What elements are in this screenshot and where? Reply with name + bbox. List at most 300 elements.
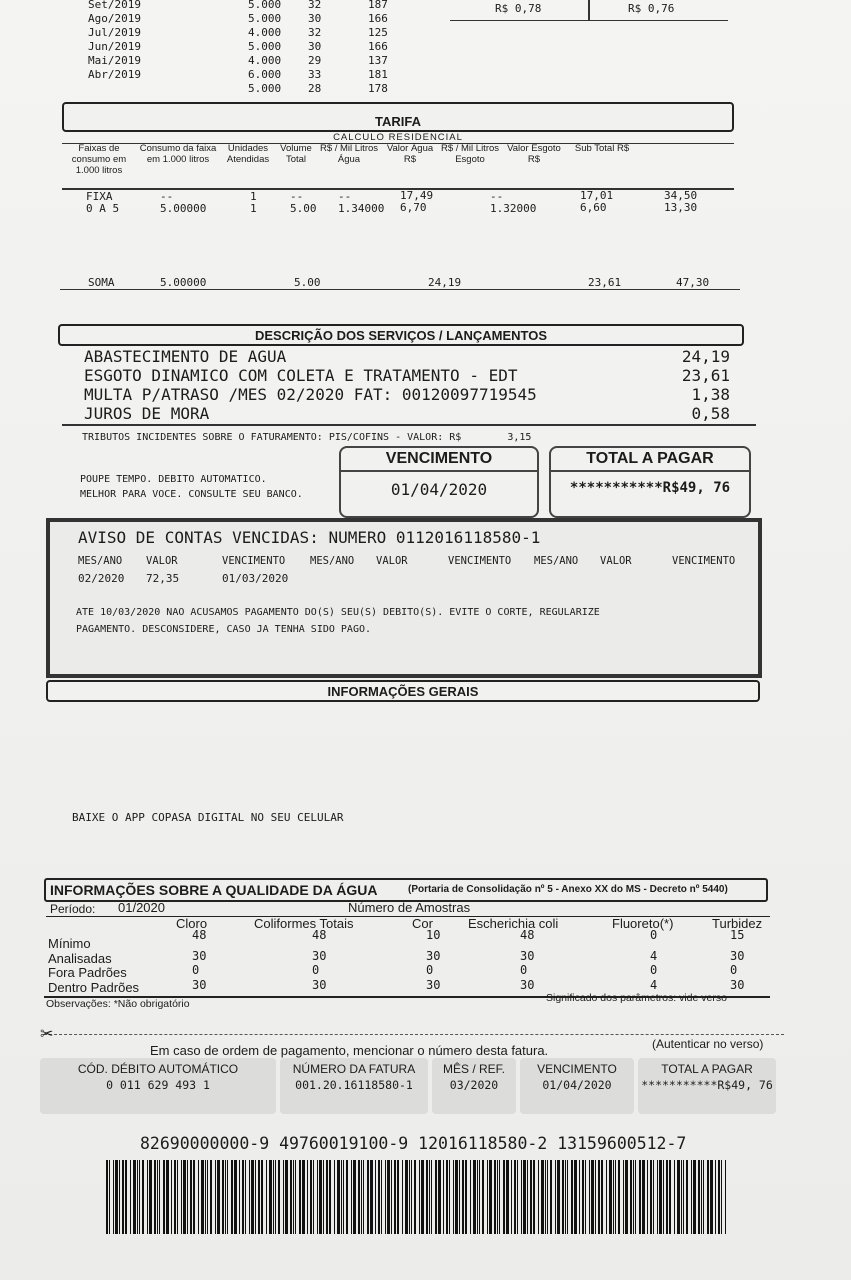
service-value: 23,61 — [681, 366, 730, 385]
barcode-bar — [363, 1160, 364, 1234]
service-label: ABASTECIMENTO DE AGUA — [84, 347, 287, 366]
barcode-bar — [715, 1160, 716, 1234]
barcode-bar — [234, 1160, 237, 1234]
barcode-bar — [387, 1160, 390, 1234]
barcode-bar — [397, 1160, 399, 1234]
barcode-bar — [579, 1160, 580, 1234]
water-quality-portaria: (Portaria de Consolidação nº 5 - Anexo XX do MS - Decreto nº 5440) — [408, 884, 728, 895]
barcode-bar — [106, 1160, 108, 1234]
quality-value: 0 — [520, 963, 528, 977]
barcode-bar — [171, 1160, 172, 1234]
quality-value: 15 — [730, 928, 745, 942]
history-row — [88, 12, 408, 26]
services-list — [84, 347, 730, 423]
tarifa-col-header: Valor Água R$ — [386, 143, 434, 165]
barcode-bar — [606, 1160, 607, 1234]
barcode-bar — [405, 1160, 408, 1234]
tarifa-soma-cell: 47,30 — [676, 276, 710, 289]
barcode-bar — [358, 1160, 360, 1234]
barcode-bar — [459, 1160, 460, 1234]
barcode-bar — [154, 1160, 156, 1234]
stub-field — [638, 1058, 776, 1114]
barcode-bar — [351, 1160, 352, 1234]
stub-field-value: 001.20.16118580-1 — [295, 1078, 413, 1092]
barcode-bar — [598, 1160, 600, 1234]
quality-value: 0 — [426, 963, 434, 977]
barcode-bar — [255, 1160, 256, 1234]
barcode-bar — [443, 1160, 444, 1234]
quality-row-label: Fora Padrões — [48, 965, 127, 980]
barcode-bar — [455, 1160, 458, 1234]
stub-fields — [40, 1058, 776, 1114]
quality-value: 30 — [730, 977, 745, 992]
barcode-bar — [615, 1160, 616, 1234]
history-value: 187 — [368, 0, 388, 11]
barcode-bar — [421, 1160, 424, 1234]
barcode-bar — [479, 1160, 480, 1234]
barcode-bar — [201, 1160, 204, 1234]
service-line — [84, 347, 730, 366]
barcode-bar — [113, 1160, 114, 1234]
barcode-bar — [681, 1160, 682, 1234]
barcode-bar — [266, 1160, 267, 1234]
barcode-bar — [409, 1160, 410, 1234]
stub-field-label: NÚMERO DA FATURA — [292, 1062, 416, 1076]
quality-params — [46, 916, 770, 932]
tarifa-title: TARIFA — [375, 114, 421, 129]
history-days: 30 — [308, 40, 322, 53]
quality-value: 30 — [426, 977, 441, 992]
barcode-bar — [487, 1160, 488, 1234]
history-month — [88, 82, 248, 96]
due-date-label: VENCIMENTO — [341, 448, 537, 472]
stub-field-value: 03/2020 — [449, 1078, 499, 1092]
barcode-bar — [378, 1160, 380, 1234]
barcode-bar — [470, 1160, 471, 1234]
tarifa-cell: FIXA — [86, 190, 113, 203]
overdue-col-header: MES/ANO — [534, 555, 579, 567]
barcode-bar — [326, 1160, 328, 1234]
water-quality-title: INFORMAÇÕES SOBRE A QUALIDADE DA ÁGUA — [50, 882, 378, 898]
debit-message — [80, 472, 303, 502]
barcode-bar — [565, 1160, 566, 1234]
tarifa-soma-cell: 5.00 — [294, 276, 321, 289]
quality-param: Cor — [412, 916, 433, 931]
barcode-bar — [227, 1160, 228, 1234]
tarifa-cell: 5.00 — [290, 202, 317, 215]
barcode-bar — [721, 1160, 722, 1234]
history-consumption: 4.000 — [248, 26, 282, 39]
barcode-bar — [367, 1160, 369, 1234]
history-days: 32 — [308, 26, 322, 39]
barcode-bar — [431, 1160, 432, 1234]
overdue-cell: 01/03/2020 — [222, 572, 289, 585]
rate-left: R$ 0,78 — [495, 2, 542, 15]
authenticate-note: (Autenticar no verso) — [652, 1037, 764, 1051]
stub-field-value: 0 011 629 493 1 — [106, 1078, 210, 1092]
barcode-bar — [710, 1160, 713, 1234]
tarifa-cell: 5.00000 — [160, 202, 207, 215]
barcode-bar — [225, 1160, 226, 1234]
barcode-bar — [698, 1160, 700, 1234]
app-message: BAIXE O APP COPASA DIGITAL NO SEU CELULAR — [72, 811, 344, 824]
barcode-bar — [497, 1160, 498, 1234]
tarifa-col-header: Volume Total — [280, 143, 312, 165]
history-row — [88, 26, 408, 40]
barcode-bar — [278, 1160, 280, 1234]
barcode-bar — [205, 1160, 206, 1234]
barcode-bar — [139, 1160, 140, 1234]
tarifa-col-header: R$ / Mil Litros Esgoto — [440, 143, 500, 165]
barcode-bar — [446, 1160, 448, 1234]
barcode-bar — [269, 1160, 272, 1234]
barcode-bar — [109, 1160, 110, 1234]
barcode-bar — [541, 1160, 544, 1234]
quality-param: Cloro — [176, 916, 208, 931]
period-value: 01/2020 — [118, 900, 165, 915]
cut-line — [44, 1034, 784, 1036]
quality-value: 30 — [426, 948, 441, 963]
quality-value: 30 — [730, 948, 745, 963]
barcode-bar — [633, 1160, 634, 1234]
tarifa-col-header: Valor Esgoto R$ — [507, 143, 561, 165]
quality-value: 48 — [192, 928, 207, 942]
tributos-text: TRIBUTOS INCIDENTES SOBRE O FATURAMENTO: PIS/COFINS - VALOR: R$ — [82, 432, 462, 443]
overdue-col-header: VENCIMENTO — [222, 555, 286, 567]
tarifa-col-header: R$ / Mil Litros Água — [319, 143, 379, 165]
history-row — [88, 40, 408, 54]
barcode-bar — [251, 1160, 254, 1234]
overdue-cell: 72,35 — [146, 572, 180, 585]
barcode-bar — [533, 1160, 535, 1234]
general-info-header — [46, 680, 760, 702]
barcode-bar — [258, 1160, 260, 1234]
barcode-bar — [669, 1160, 671, 1234]
barcode-bar — [249, 1160, 250, 1234]
samples-label: Número de Amostras — [348, 900, 471, 915]
total-due-label: TOTAL A PAGAR — [551, 448, 749, 472]
barcode-bar — [411, 1160, 412, 1234]
tarifa-cell: -- — [490, 190, 504, 203]
quality-value: 10 — [426, 928, 441, 942]
quality-value: 30 — [192, 948, 207, 963]
tarifa-cell: -- — [338, 190, 352, 203]
debit-message-line: POUPE TEMPO. DEBITO AUTOMATICO. — [80, 474, 267, 485]
barcode-bar — [601, 1160, 603, 1234]
barcode-bar — [275, 1160, 276, 1234]
quality-param: Fluoreto(*) — [612, 916, 674, 931]
barcode-bar — [623, 1160, 624, 1234]
barcode-bar — [198, 1160, 199, 1234]
quality-value: 4 — [650, 948, 658, 963]
history-consumption: 4.000 — [248, 54, 282, 67]
tarifa-soma-cell: 23,61 — [588, 276, 622, 289]
barcode-bar — [414, 1160, 416, 1234]
history-month: Set/2019 — [88, 0, 141, 11]
tarifa-soma-cell: SOMA — [88, 276, 115, 289]
barcode-bar — [293, 1160, 294, 1234]
barcode-bar — [183, 1160, 186, 1234]
barcode-bar — [166, 1160, 169, 1234]
quality-value: 4 — [650, 977, 658, 992]
overdue-col-header: VALOR — [600, 555, 632, 567]
divider — [62, 424, 756, 426]
barcode-bar — [187, 1160, 188, 1234]
stub-field-label: MÊS / REF. — [442, 1062, 505, 1076]
barcode-bar — [353, 1160, 356, 1234]
barcode-bar — [477, 1160, 478, 1234]
barcode-bar — [426, 1160, 428, 1234]
barcode-bar — [550, 1160, 552, 1234]
quality-value: 30 — [520, 977, 535, 992]
barcode-bar — [261, 1160, 263, 1234]
barcode-bar — [163, 1160, 165, 1234]
barcode-bar — [190, 1160, 192, 1234]
barcode-bar — [222, 1160, 224, 1234]
tarifa-cell: 17,01 — [580, 189, 614, 202]
barcode-bar — [317, 1160, 318, 1234]
tributos-value: 3,15 — [507, 432, 532, 443]
stub-field — [432, 1058, 516, 1114]
barcode-bar — [142, 1160, 144, 1234]
overdue-col-header: VENCIMENTO — [672, 555, 736, 567]
quality-meaning: Significado dos parâmetros: vide verso — [546, 992, 727, 1004]
barcode-bar — [591, 1160, 594, 1234]
barcode-bar — [494, 1160, 496, 1234]
barcode-bar — [217, 1160, 220, 1234]
barcode-digits: 82690000000-9 49760019100-9 12016118580-2 13159600512-7 — [140, 1134, 687, 1153]
barcode-bar — [159, 1160, 160, 1234]
total-due-box — [549, 446, 751, 518]
barcode-bar — [489, 1160, 492, 1234]
service-label: ESGOTO DINAMICO COM COLETA E TRATAMENTO - EDT — [84, 366, 518, 385]
history-value: 181 — [368, 68, 388, 81]
tarifa-cell: 6,70 — [400, 201, 427, 214]
quality-value: 0 — [650, 928, 658, 942]
barcode-bar — [595, 1160, 596, 1234]
barcode-bar — [527, 1160, 528, 1234]
tarifa-cell: 1.32000 — [490, 202, 537, 215]
barcode-bar — [210, 1160, 212, 1234]
barcode-bar — [381, 1160, 382, 1234]
quality-observations: Observações: *Não obrigatório — [46, 998, 190, 1010]
history-consumption: 5.000 — [248, 82, 282, 95]
barcode-bar — [613, 1160, 614, 1234]
barcode-bar — [370, 1160, 373, 1234]
quality-row-label: Mínimo — [48, 936, 91, 951]
quality-value: 0 — [192, 963, 200, 977]
stub-field-label: VENCIMENTO — [537, 1062, 617, 1076]
tarifa-cell: 1 — [250, 190, 257, 203]
tarifa-soma-cell: 24,19 — [428, 276, 462, 289]
tributos-line — [82, 432, 531, 443]
barcode-bar — [514, 1160, 516, 1234]
barcode-bar — [562, 1160, 564, 1234]
barcode-bar — [285, 1160, 288, 1234]
barcode-bar — [429, 1160, 430, 1234]
history-value: 178 — [368, 82, 388, 95]
barcode-bar — [545, 1160, 546, 1234]
quality-value: 48 — [520, 928, 535, 942]
overdue-col-header: VALOR — [376, 555, 408, 567]
barcode-bar — [207, 1160, 208, 1234]
history-row — [88, 82, 408, 96]
due-date-value: 01/04/2020 — [390, 480, 488, 499]
barcode-bar — [115, 1160, 118, 1234]
stub-field — [520, 1058, 634, 1114]
stub-field-label: CÓD. DÉBITO AUTOMÁTICO — [77, 1062, 239, 1076]
history-month: Abr/2019 — [88, 68, 141, 81]
history-days: 32 — [308, 0, 322, 11]
barcode-bar — [313, 1160, 314, 1234]
barcode-bar — [119, 1160, 120, 1234]
barcode-bar — [555, 1160, 556, 1234]
service-value: 1,38 — [691, 385, 730, 404]
tarifa-col-header: Faixas de consumo em 1.000 litros — [71, 143, 127, 176]
history-month: Mai/2019 — [88, 54, 141, 67]
quality-param: Turbidez — [712, 916, 763, 931]
overdue-cell: 02/2020 — [78, 572, 125, 585]
service-value: 24,19 — [681, 347, 730, 366]
history-month: Jul/2019 — [88, 26, 141, 39]
barcode-bar — [149, 1160, 152, 1234]
general-info-title: INFORMAÇÕES GERAIS — [327, 684, 479, 699]
barcode-bar — [231, 1160, 233, 1234]
debit-message-line: MELHOR PARA VOCE. CONSULTE SEU BANCO. — [80, 489, 303, 500]
tarifa-cell: 1.34000 — [338, 202, 385, 215]
overdue-col-header: MES/ANO — [310, 555, 355, 567]
barcode-bar — [177, 1160, 178, 1234]
services-header — [58, 324, 744, 346]
barcode-bar — [391, 1160, 392, 1234]
tarifa-header — [62, 102, 734, 132]
tarifa-cell: 1 — [250, 202, 257, 215]
barcode-bar — [435, 1160, 437, 1234]
barcode-bar — [657, 1160, 658, 1234]
barcode-bar — [402, 1160, 403, 1234]
divider — [588, 0, 590, 20]
barcode-bar — [639, 1160, 641, 1234]
barcode-bar — [462, 1160, 464, 1234]
history-row — [88, 68, 408, 82]
barcode-bar — [618, 1160, 620, 1234]
period-label: Período: — [50, 902, 96, 916]
overdue-message-line: PAGAMENTO. DESCONSIDERE, CASO JA TENHA SIDO PAGO. — [76, 624, 372, 635]
barcode-bar — [659, 1160, 662, 1234]
service-label: MULTA P/ATRASO /MES 02/2020 FAT: 00120097719545 — [84, 385, 537, 404]
water-quality-header — [44, 878, 768, 902]
barcode-bar — [663, 1160, 664, 1234]
barcode-bar — [361, 1160, 362, 1234]
history-consumption: 5.000 — [248, 12, 282, 25]
barcode-bar — [394, 1160, 396, 1234]
stub-field — [40, 1058, 276, 1114]
barcode-bar — [343, 1160, 344, 1234]
tarifa-col-header: Consumo da faixa em 1.000 litros — [139, 143, 217, 165]
barcode-bar — [650, 1160, 652, 1234]
barcode-bar — [647, 1160, 648, 1234]
tarifa-cell: -- — [160, 190, 174, 203]
history-month: Jun/2019 — [88, 40, 141, 53]
barcode-bar — [341, 1160, 342, 1234]
barcode-bar — [465, 1160, 467, 1234]
barcode-bar — [511, 1160, 512, 1234]
history-consumption: 5.000 — [248, 0, 282, 11]
quality-param: Coliformes Totais — [254, 916, 354, 931]
barcode-bar — [571, 1160, 573, 1234]
barcode-bar — [157, 1160, 158, 1234]
tarifa-cell: -- — [290, 190, 304, 203]
service-label: JUROS DE MORA — [84, 404, 210, 423]
barcode-bar — [707, 1160, 709, 1234]
barcode-bar — [725, 1160, 726, 1234]
barcode-bar — [625, 1160, 628, 1234]
history-days: 28 — [308, 82, 322, 95]
tarifa-cell: 0 A 5 — [86, 202, 120, 215]
tarifa-soma-row — [60, 276, 740, 290]
barcode-bar — [419, 1160, 420, 1234]
quality-param: Escherichia coli — [468, 916, 559, 931]
barcode-bar — [653, 1160, 654, 1234]
history-days: 33 — [308, 68, 322, 81]
quality-row-label: Dentro Padrões — [48, 979, 140, 995]
barcode-bar — [506, 1160, 509, 1234]
barcode-bar — [642, 1160, 645, 1234]
rate-right: R$ 0,76 — [628, 2, 675, 15]
history-row — [88, 54, 408, 68]
tarifa-cell: 6,60 — [580, 201, 607, 214]
tarifa-col-header: Unidades Atendidas — [226, 143, 270, 165]
barcode-bar — [174, 1160, 176, 1234]
quality-value: 0 — [312, 963, 320, 977]
tarifa-subtitle-text: CALCULO RESIDENCIAL — [333, 132, 463, 143]
barcode-bar — [329, 1160, 331, 1234]
quality-value: 0 — [730, 963, 738, 977]
consumption-history — [88, 0, 408, 96]
services-title: DESCRIÇÃO DOS SERVIÇOS / LANÇAMENTOS — [254, 328, 548, 343]
barcode-bar — [449, 1160, 450, 1234]
history-value: 166 — [368, 40, 388, 53]
barcode-bar — [521, 1160, 522, 1234]
barcode-bar — [302, 1160, 305, 1234]
barcode-bar — [574, 1160, 577, 1234]
due-date-box — [339, 446, 539, 518]
barcode-bar — [133, 1160, 136, 1234]
barcode-bar — [703, 1160, 704, 1234]
barcode-bar — [385, 1160, 386, 1234]
barcode-bar — [609, 1160, 612, 1234]
overdue-title: AVISO DE CONTAS VENCIDAS: NUMERO 0112016118580-1 — [78, 528, 541, 547]
barcode-bar — [290, 1160, 292, 1234]
barcode-bar — [242, 1160, 244, 1234]
history-value: 125 — [368, 26, 388, 39]
barcode-bar — [567, 1160, 568, 1234]
overdue-message-line: ATE 10/03/2020 NAO ACUSAMOS PAGAMENTO DO(S) SEU(S) DEBITO(S). EVITE O CORTE, REGULARIZE — [76, 607, 600, 618]
period-row — [46, 902, 770, 917]
barcode-bar — [307, 1160, 308, 1234]
tarifa-col-header: Sub Total R$ — [574, 143, 630, 154]
history-consumption: 6.000 — [248, 68, 282, 81]
barcode-bar — [585, 1160, 586, 1234]
barcode-bar — [334, 1160, 335, 1234]
stub-field-value: 01/04/2020 — [542, 1078, 612, 1092]
barcode-bar — [438, 1160, 441, 1234]
payment-order-note: Em caso de ordem de pagamento, mencionar o número desta fatura. — [150, 1043, 549, 1058]
tarifa-cell: 13,30 — [664, 201, 698, 214]
barcode-bar — [589, 1160, 590, 1234]
barcode-bar — [547, 1160, 548, 1234]
history-row — [88, 0, 408, 12]
